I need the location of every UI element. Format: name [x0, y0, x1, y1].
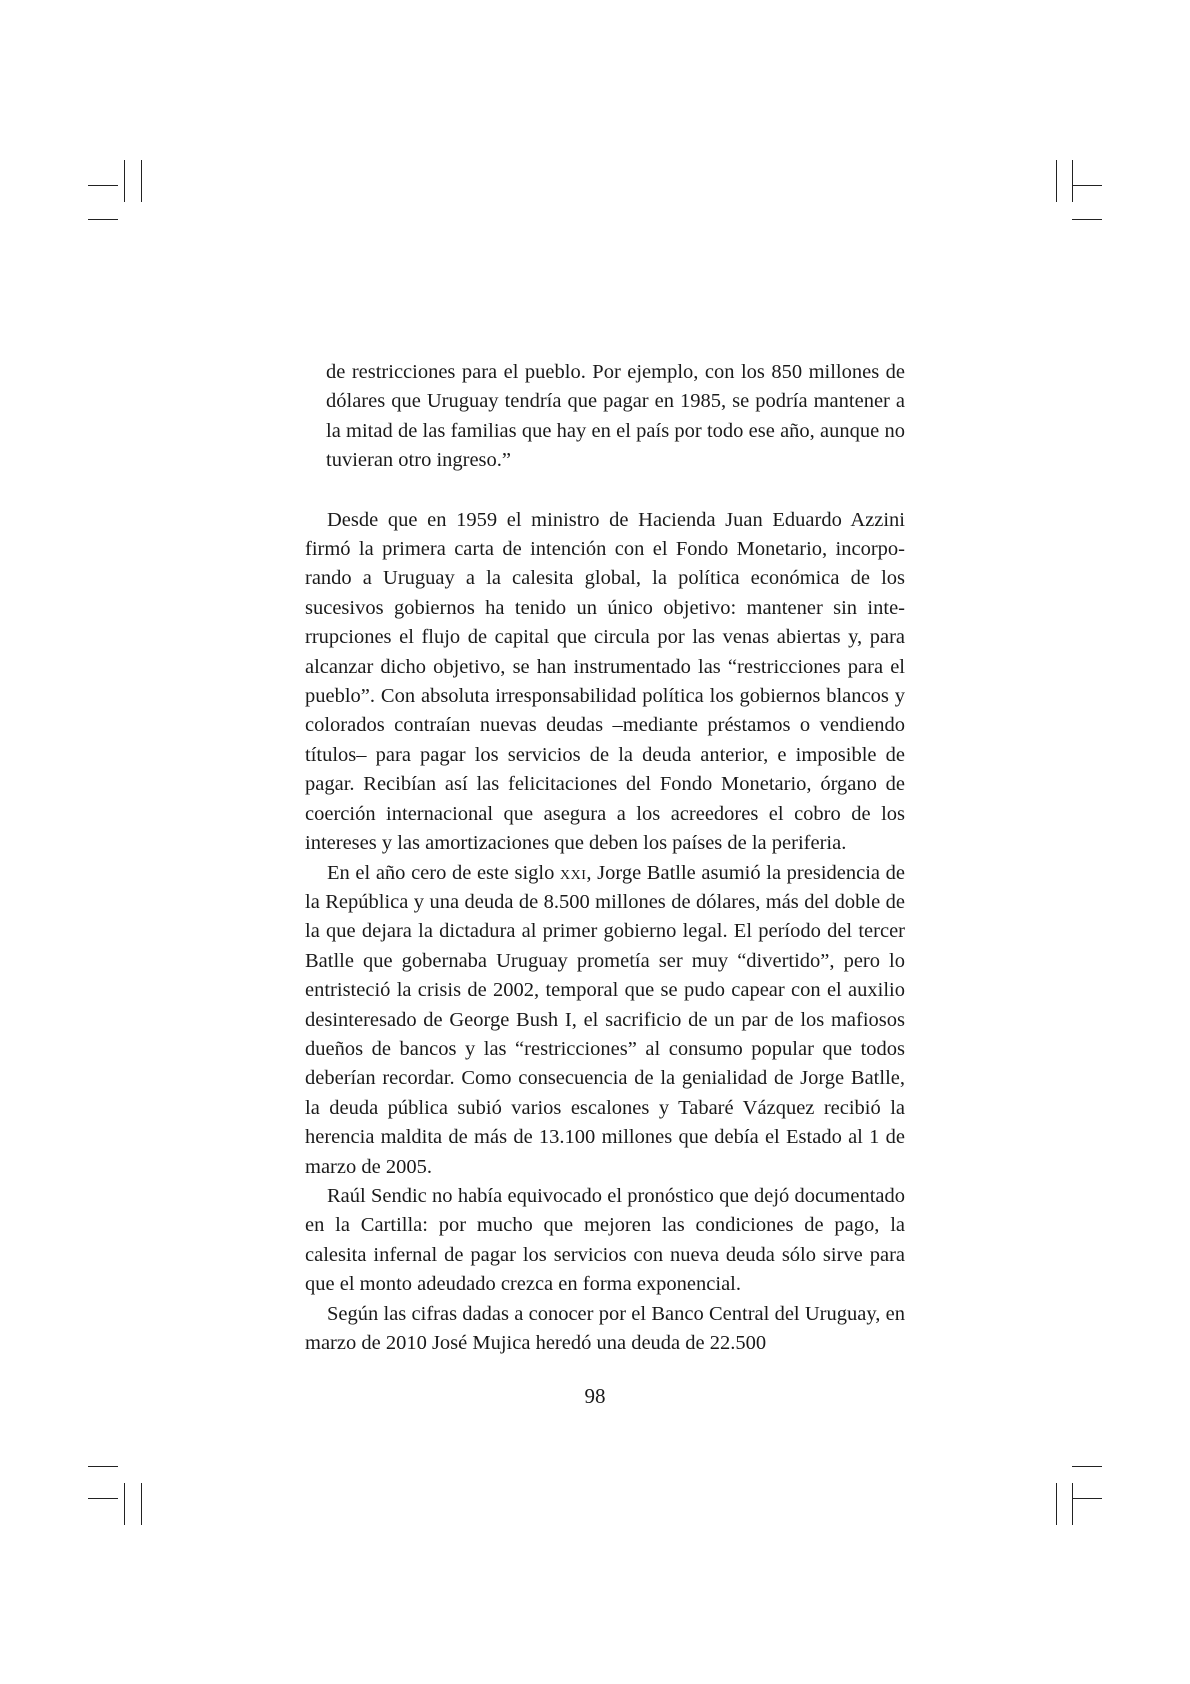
crop-mark-bottom-right-horizontal [1072, 1498, 1102, 1499]
page-number: 98 [584, 1384, 606, 1408]
crop-mark-top-left-horizontal [88, 185, 118, 186]
crop-mark-bottom-right-vertical [1056, 1483, 1057, 1525]
crop-mark-top-right-vertical-outer [1072, 160, 1073, 202]
crop-mark-bottom-right-horizontal-outer [1072, 1466, 1102, 1467]
crop-mark-bottom-left-horizontal-outer [88, 1466, 118, 1467]
crop-mark-top-left-vertical [124, 160, 125, 202]
crop-mark-top-left-vertical-outer [141, 160, 142, 202]
crop-mark-bottom-left-vertical-outer [141, 1483, 142, 1525]
paragraph-4: Según las cifras dadas a conocer por el Banco Central del Uruguay, en marzo de 2010 José Mujica heredó una deuda de 22.500 [305, 1302, 905, 1354]
page-body [305, 358, 905, 1358]
paragraph-2-start: En el año cero de este siglo [327, 861, 560, 884]
crop-mark-top-right-horizontal [1072, 185, 1102, 186]
crop-mark-top-right-horizontal-outer [1072, 219, 1102, 220]
paragraph-2 [305, 859, 905, 1182]
paragraph-2-rest: , Jorge Batlle asumió la presidencia de la República y una deuda de 8.500 millones de dólares, más del doble de la que dejara la dictadura al primer gobierno legal. El período del tercer Batlle que gobernaba Uruguay prometía ser muy “divertido”, pero lo entristeció la crisis de 2002, temporal que se pudo capear con el auxilio desinteresado de George Bush I, el sacrificio de un par de los mafiosos dueños de bancos y las “restricciones” al consumo popular que todos deberían recordar. Como consecuencia de la genialidad de Jorge Batlle, la deuda pública subió varios escalones y Tabaré Vázquez recibió la herencia maldita de más de 13.100 millones que debía el Estado al 1 de marzo de 2005. [305, 861, 906, 1178]
crop-mark-top-left-horizontal-outer [88, 219, 118, 220]
paragraph-3: Raúl Sendic no había equivocado el pronóstico que dejó documentado en la Cartilla: por mucho que mejoren las condiciones de pago, la calesita infernal de pagar los servicios con nueva deuda sólo sirve para que el monto adeudado crezca en forma exponencial. [305, 1184, 905, 1296]
block-quote: de restricciones para el pueblo. Por ejemplo, con los 850 millones de dólares que Uruguay tendría que pagar en 1985, se podría mantener a la mitad de las familias que hay en el país por todo ese año, aunque no tuvieran otro ingreso.” [326, 361, 905, 472]
crop-mark-bottom-right-vertical-outer [1072, 1483, 1073, 1525]
crop-mark-bottom-left-horizontal [88, 1498, 118, 1499]
crop-mark-top-right-vertical [1056, 160, 1057, 202]
paragraph-1: Desde que en 1959 el ministro de Hacienda Juan Eduardo Azzini firmó la primera carta de intención con el Fondo Monetario, incorporando a Uruguay a la calesita global, la política económica de los sucesivos gobiernos ha tenido un único objetivo: mantener sin interrupciones el flujo de capital que circula por las venas abiertas y, para alcanzar dicho objetivo, se han instrumentado las “restricciones para el pueblo”. Con absoluta irresponsabilidad política los gobiernos blancos y colorados contraían nuevas deudas –mediante préstamos o vendiendo títulos– para pagar los servicios de la deuda anterior, e imposible de pagar. Recibían así las felicitaciones del Fondo Monetario, órgano de coerción internacional que asegura a los acreedores el cobro de los intereses y las amortizaciones que deben los países de la periferia. [305, 508, 905, 855]
crop-mark-bottom-left-vertical [124, 1483, 125, 1525]
century-numeral: xxi [559, 861, 587, 884]
